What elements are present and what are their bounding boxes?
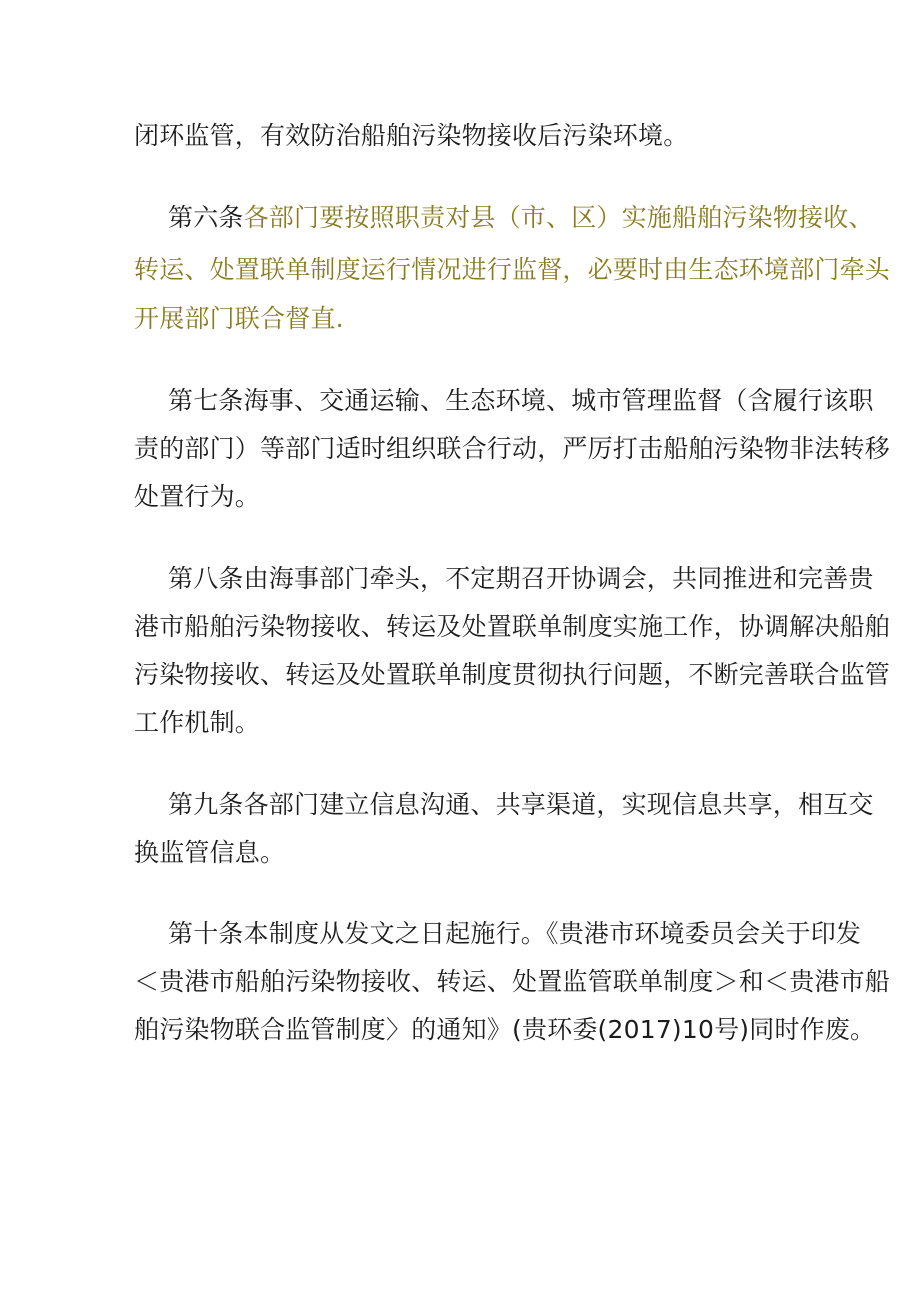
paragraph-continuation-line-1: 闭环监管，有效防治船舶污染物接收后污染环境。	[134, 121, 689, 150]
article-10-line-3: 舶污染物联合监管制度〉的通知》(贵环委(2017)10号)同时作废。	[134, 1015, 876, 1044]
article-6-line-2: 转运、处置联单制度运行情况进行监督，必要时由生态环境部门牵头	[134, 255, 891, 284]
article-8-line-2: 港市船舶污染物接收、转运及处置联单制度实施工作，协调解决船舶	[134, 612, 891, 641]
article-10-line-2: ＜贵港市船舶污染物接收、转运、处置监管联单制度＞和＜贵港市船	[134, 967, 891, 996]
article-7-line-3: 处置行为。	[134, 482, 261, 511]
article-9-line-1: 第九条各部门建立信息沟通、共享渠道，实现信息共享，相互交	[168, 790, 874, 819]
article-6-line-3: 开展部门联合督直.	[134, 304, 344, 333]
article-8-line-1: 第八条由海事部门牵头，不定期召开协调会，共同推进和完善贵	[168, 564, 874, 593]
article-9-line-2: 换监管信息。	[134, 838, 286, 867]
article-8-line-4: 工作机制。	[134, 708, 261, 737]
article-6-line-1	[168, 202, 874, 234]
article-6-label: 第六条	[168, 203, 244, 232]
article-7-line-2: 责的部门）等部门适时组织联合行动，严厉打击船舶污染物非法转移	[134, 434, 891, 463]
article-8-line-3: 污染物接收、转运及处置联单制度贯彻执行问题，不断完善联合监管	[134, 660, 891, 689]
article-6-text: 各部门要按照职责对县（市、区）实施船舶污染物接收、	[243, 203, 874, 232]
article-7-line-1: 第七条海事、交通运输、生态环境、城市管理监督（含履行该职	[168, 386, 874, 415]
article-10-line-1: 第十条本制度从发文之日起施行。《贵港市环境委员会关于印发	[168, 919, 862, 948]
